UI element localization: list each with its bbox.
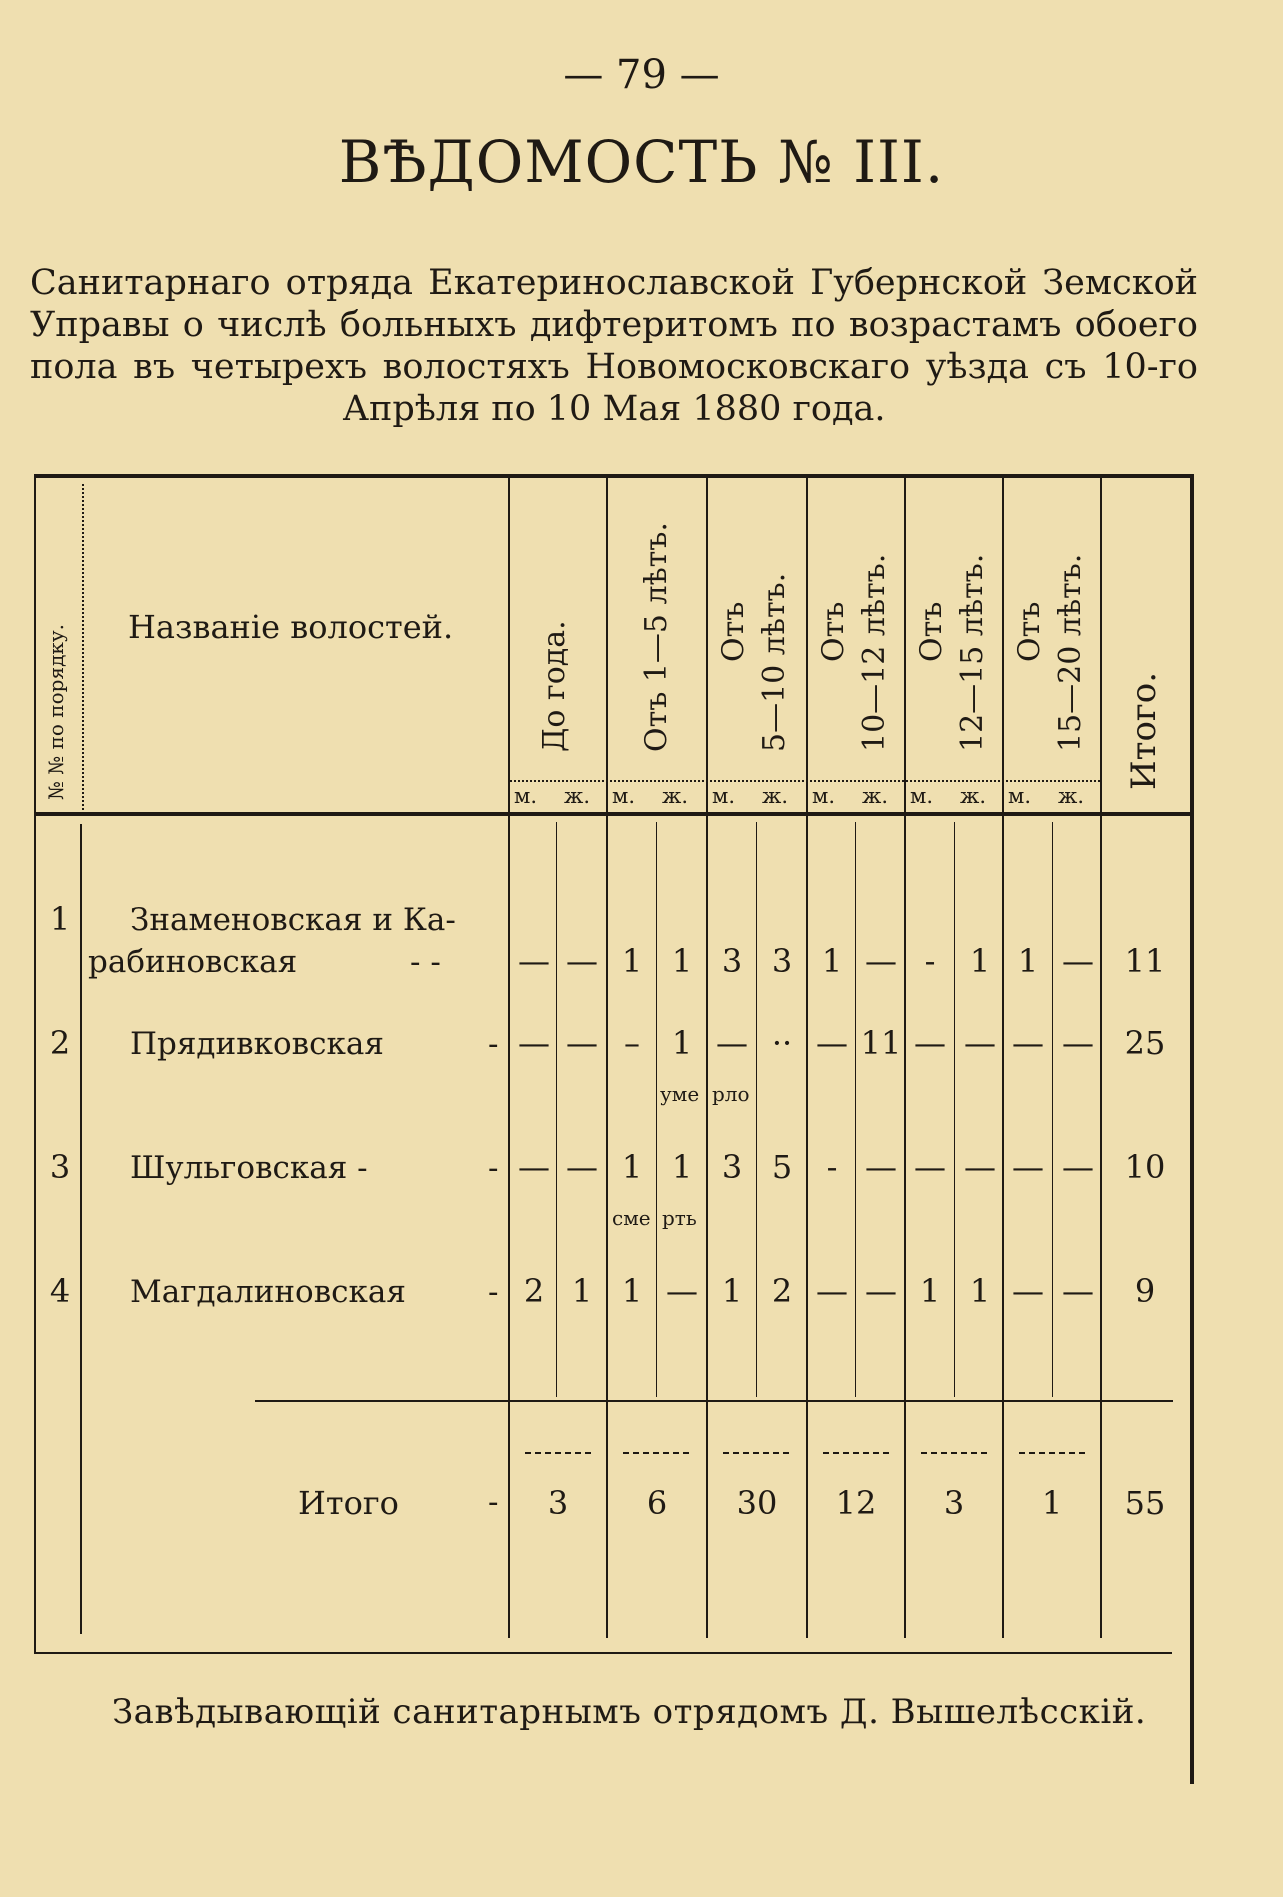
sex-label: м. [612, 784, 636, 808]
header-age-12-15-a: Отъ [914, 601, 949, 662]
sex-label: ж. [1058, 784, 1084, 808]
header-number: № № по порядку. [44, 623, 68, 800]
cell: 1 [571, 1272, 593, 1310]
cell: 3 [721, 942, 743, 980]
header-age-10-12-a: Отъ [816, 601, 851, 662]
col-rule-1a [556, 822, 557, 1397]
cell: — [1062, 942, 1094, 980]
cell: — [566, 1024, 598, 1062]
subtitle-line-3: пола въ четырехъ волостяхъ Новомосковскаго уѣзда съ 10-го [30, 347, 1198, 387]
cell: 1 [671, 942, 693, 980]
itogo-value: 6 [646, 1484, 668, 1522]
header-age-10-12-b: 10—12 лѣтъ. [857, 553, 892, 752]
sex-label: ж. [662, 784, 688, 808]
table-right-rule [1190, 474, 1194, 1784]
cell: – [624, 1024, 640, 1062]
itogo-total: 55 [1124, 1484, 1166, 1522]
col-rule-3a [756, 822, 757, 1397]
cell: ·· [771, 1024, 793, 1062]
cell: — [518, 942, 550, 980]
cell: — [1062, 1272, 1094, 1310]
subtitle-line-2: Управы о числѣ больныхъ дифтеритомъ по возрастамъ обоего [30, 305, 1198, 345]
cell: 11 [860, 1024, 902, 1062]
row-name: Знаменовская и Ка- [130, 902, 456, 938]
cell: 1 [919, 1272, 941, 1310]
cell: — [518, 1024, 550, 1062]
cell-note: уме [660, 1082, 700, 1106]
subtitle-line-1: Санитарнаго отряда Екатеринославской Губернской Земской [30, 263, 1198, 303]
header-age-1-5: Отъ 1—5 лѣтъ. [639, 522, 674, 752]
sex-label: м. [812, 784, 836, 808]
itogo-label: Итого [298, 1484, 399, 1522]
signature-line: Завѣдывающій санитарнымъ отрядомъ Д. Вышелѣсскій. [112, 1692, 1147, 1732]
sex-label: м. [514, 784, 538, 808]
table-left-rule [34, 474, 36, 1654]
row-total: 25 [1124, 1024, 1166, 1062]
cell: — [865, 1148, 897, 1186]
cell: 1 [621, 942, 643, 980]
header-age-12-15-b: 12—15 лѣтъ. [955, 553, 990, 752]
cell: — [816, 1024, 848, 1062]
cell: — [716, 1024, 748, 1062]
itogo-value: 30 [736, 1484, 778, 1522]
cell: — [1012, 1148, 1044, 1186]
cell: — [865, 1272, 897, 1310]
col-rule-5a [954, 822, 955, 1397]
cell: - [924, 942, 936, 980]
page-title: ВѢДОМОСТЬ № III. [338, 128, 945, 196]
row-total: 11 [1124, 942, 1166, 980]
header-bottom-rule [34, 812, 1192, 816]
cell: 1 [621, 1148, 643, 1186]
cell: 1 [621, 1272, 643, 1310]
header-age-15-20-a: Отъ [1012, 601, 1047, 662]
header-age-5-10-b: 5—10 лѣтъ. [757, 572, 792, 752]
cell: — [1012, 1024, 1044, 1062]
cell: 3 [771, 942, 793, 980]
cell: 1 [1017, 942, 1039, 980]
row-leader: - [488, 1274, 499, 1310]
sex-label: ж. [862, 784, 888, 808]
cell: — [1062, 1148, 1094, 1186]
cell: — [666, 1272, 698, 1310]
cell: 1 [969, 1272, 991, 1310]
subtitle [30, 262, 1198, 430]
cell: 2 [771, 1272, 793, 1310]
row-leader: - [488, 1150, 499, 1186]
header-name: Названіе волостей. [128, 608, 454, 646]
cell: 1 [969, 942, 991, 980]
cell-note: рло [712, 1082, 750, 1106]
cell: 1 [671, 1148, 693, 1186]
itogo-dash-2 [623, 1452, 689, 1454]
cell: — [914, 1148, 946, 1186]
itogo-dash-6 [1019, 1452, 1085, 1454]
cell: 1 [821, 942, 843, 980]
cell: — [816, 1272, 848, 1310]
cell: - [826, 1148, 838, 1186]
cell: — [964, 1148, 996, 1186]
itogo-dash-5 [921, 1452, 987, 1454]
itogo-dash-1 [525, 1452, 591, 1454]
col-rule-num-body [80, 824, 82, 1634]
sex-label: м. [1008, 784, 1032, 808]
row-name-cont: рабиновская [88, 944, 298, 980]
itogo-leader: - [488, 1484, 499, 1520]
col-rule-4a [855, 822, 856, 1397]
sex-label: ж. [564, 784, 590, 808]
row-name: Прядивковская [130, 1026, 384, 1062]
cell: 2 [523, 1272, 545, 1310]
itogo-value: 1 [1041, 1484, 1063, 1522]
subtitle-line-4: Апрѣля по 10 Мая 1880 года. [342, 389, 886, 429]
itogo-dash-3 [723, 1452, 789, 1454]
cell: — [518, 1148, 550, 1186]
row-name: Шульговская - [130, 1150, 368, 1186]
cell: — [1062, 1024, 1094, 1062]
sex-label: ж. [960, 784, 986, 808]
col-rule-6a [1052, 822, 1053, 1397]
itogo-value: 3 [547, 1484, 569, 1522]
cell: 1 [671, 1024, 693, 1062]
cell: — [865, 942, 897, 980]
itogo-value: 12 [835, 1484, 877, 1522]
table-bottom-rule [34, 1652, 1172, 1654]
sex-label: ж. [762, 784, 788, 808]
itogo-value: 3 [943, 1484, 965, 1522]
row-number: 2 [49, 1024, 71, 1062]
col-rule-2a [656, 822, 657, 1397]
header-age-0-1: До года. [537, 620, 572, 752]
cell: 3 [721, 1148, 743, 1186]
cell: — [566, 1148, 598, 1186]
header-age-15-20-b: 15—20 лѣтъ. [1053, 553, 1088, 752]
sex-row-rule [510, 780, 1100, 782]
itogo-top-rule [255, 1400, 1173, 1402]
row-total: 10 [1124, 1148, 1166, 1186]
row-name: Магдалиновская [130, 1274, 406, 1310]
page-number: — 79 — [563, 52, 720, 98]
row-number: 4 [49, 1272, 71, 1310]
col-rule-num [82, 484, 84, 810]
cell: — [914, 1024, 946, 1062]
header-total: Итого. [1124, 671, 1164, 790]
row-total: 9 [1134, 1272, 1156, 1310]
row-leader: - - [410, 944, 441, 980]
cell: 1 [721, 1272, 743, 1310]
sex-label: м. [712, 784, 736, 808]
row-number: 3 [49, 1148, 71, 1186]
cell: — [566, 942, 598, 980]
row-leader: - [488, 1026, 499, 1062]
cell: 5 [771, 1148, 793, 1186]
row-number: 1 [49, 900, 71, 938]
cell: — [964, 1024, 996, 1062]
table-top-rule [34, 474, 1192, 478]
header-age-5-10-a: Отъ [716, 601, 751, 662]
itogo-dash-4 [823, 1452, 889, 1454]
cell-note: сме [612, 1206, 651, 1230]
cell: — [1012, 1272, 1044, 1310]
cell-note: рть [662, 1206, 697, 1230]
sex-label: м. [910, 784, 934, 808]
